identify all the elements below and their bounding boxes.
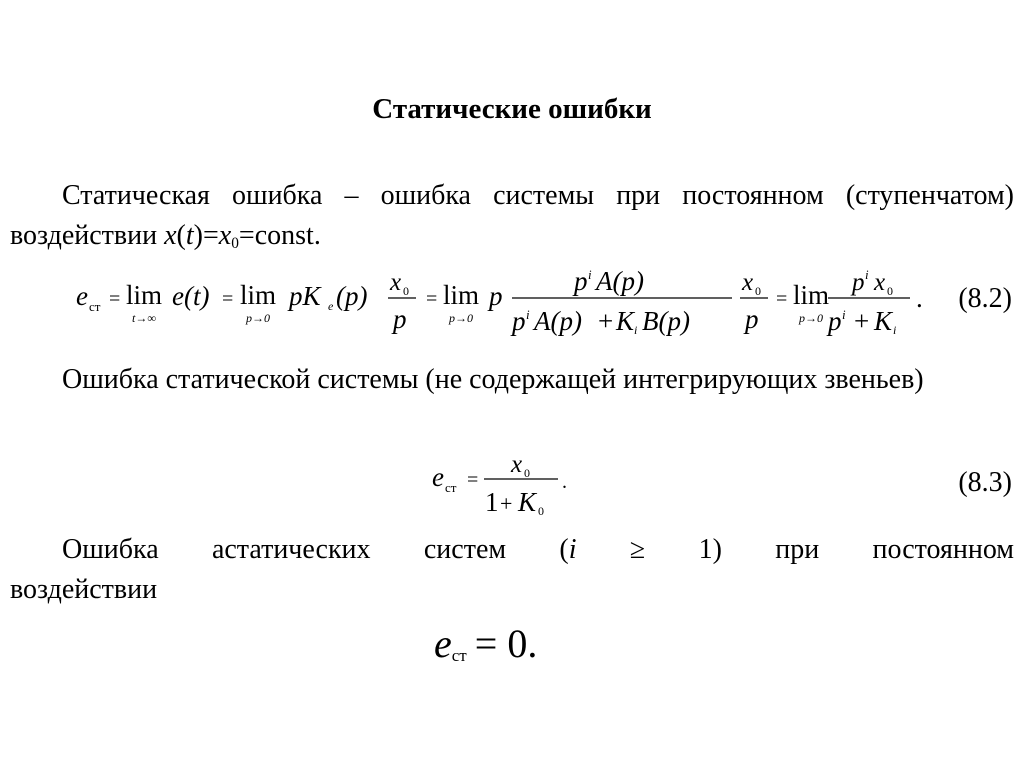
eq83-x0-sub: 0 [524, 466, 530, 480]
eq-pK: pK [289, 281, 321, 311]
page-title: Статические ошибки [372, 93, 652, 125]
eq-lim-4: lim [793, 280, 830, 310]
eq-i-num-2: i [865, 267, 869, 282]
eq-x0-num-2: x [742, 269, 754, 296]
svg-text:=: = [222, 288, 234, 310]
paragraph-text: Ошибка статической системы (не содержащей интегрирующих звеньев) [62, 364, 924, 395]
var-x0-sub: 0 [231, 234, 239, 252]
eq-x0-sub-1: 0 [403, 284, 409, 298]
svg-text:=: = [467, 469, 479, 491]
eq-lim-1: lim [126, 280, 163, 310]
eq-t-inf: t→∞ [132, 311, 156, 325]
eq-Ap-num: A(p) [596, 266, 644, 296]
eq-x0-num-3: x [874, 269, 886, 296]
eqf-st: ст [451, 646, 467, 665]
eq-e-t: e(t) [172, 281, 210, 311]
eq83-x0: x [511, 451, 523, 478]
const-text: =const. [238, 220, 321, 251]
paragraph-astatic-error [10, 530, 1014, 610]
eq83-K-sub: 0 [538, 504, 544, 518]
equation-number-8-2: (8.2) [958, 283, 1012, 314]
eq-i-sub-2: i [893, 323, 897, 337]
eq-i-sub: i [634, 323, 638, 337]
eq83-st: ст [445, 480, 457, 495]
eq-p-den: p [512, 306, 526, 336]
eq83-plus: + [500, 491, 513, 516]
eq-K-2: K [874, 306, 893, 336]
eq83-e: e [432, 462, 444, 492]
eq83-one: 1 [485, 487, 499, 517]
eq-x0-sub-2: 0 [755, 284, 761, 298]
eq-e-sub: e [328, 299, 334, 313]
eq-p-1: p [489, 281, 503, 311]
eq-x0-sub-3: 0 [887, 284, 893, 298]
eq-lim-3: lim [443, 280, 480, 310]
paragraph-line2: воздействии [10, 574, 158, 605]
eq-plus: + [598, 306, 614, 336]
eq-p-paren: (p) [336, 281, 368, 311]
eq-p-num-2: p [852, 269, 865, 296]
eqf-eq: = 0. [474, 621, 538, 666]
eq-i-den-3: i [842, 307, 846, 322]
eq-lim-2: lim [240, 280, 277, 310]
paragraph-static-system-error [10, 360, 1014, 400]
svg-text:=: = [426, 288, 438, 310]
eq-p-num: p [574, 266, 588, 296]
eq-i-num: i [588, 267, 592, 282]
paragraph-geq: ≥ 1) при постоянном [576, 534, 1014, 565]
eq-p0-1: p→0 [246, 311, 270, 325]
eq-p-den-1: p [393, 304, 407, 334]
eq-K: K [616, 306, 635, 336]
equation-number-8-3: (8.3) [958, 467, 1012, 498]
svg-text:=: = [776, 288, 788, 310]
eqf-e: e [434, 621, 452, 666]
eq-dot: . [916, 283, 923, 313]
var-i: i [568, 534, 577, 565]
eq-Bp: B(p) [642, 306, 690, 336]
paragraph-line1: Ошибка астатических систем ( [62, 534, 569, 565]
eq-mid: )= [193, 220, 219, 251]
var-x: x [164, 220, 177, 251]
equation-8-2 [76, 262, 936, 342]
eq-p0-2: p→0 [449, 311, 473, 325]
paragraph-text: Статическая ошибка – ошибка системы при постоянном (ступенчатом) воздействии [10, 180, 1014, 251]
eq-plus-2: + [854, 306, 870, 336]
equation-8-3 [432, 448, 592, 520]
var-t: t [185, 220, 194, 251]
eq-x0-num-1: x [390, 269, 402, 296]
paragraph-static-error-definition: Статическая ошибка – ошибка системы при постоянном (ступенчатом) воздействии $x(t)=x_0=const$. [10, 180, 1014, 252]
eq-e: e [76, 281, 88, 311]
eq83-K: K [518, 487, 537, 517]
eq83-dot: . [562, 471, 567, 493]
eq-Ap-den: A(p) [534, 306, 582, 336]
eq-p-den-2: p [745, 304, 759, 334]
eq-p-den-3: p [828, 306, 842, 336]
equation-final [434, 620, 537, 667]
svg-text:=: = [109, 288, 121, 310]
eq-i-den: i [526, 307, 530, 322]
eq-p0-3: p→0 [799, 311, 823, 325]
eq-st-sub: ст [89, 299, 101, 314]
var-x0: x [218, 220, 232, 251]
